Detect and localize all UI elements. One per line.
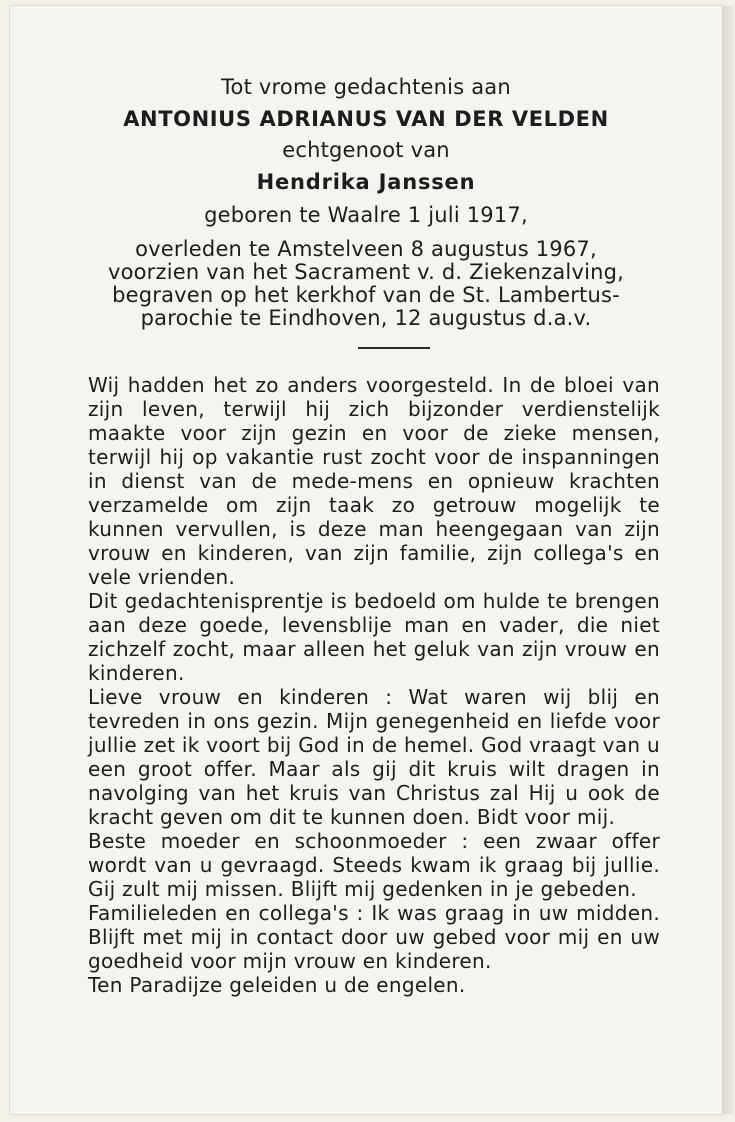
dedication-line: Tot vrome gedachtenis aan <box>221 75 511 99</box>
spouse-intro: echtgenoot van <box>282 138 450 162</box>
memorial-text <box>88 373 660 997</box>
burial-line: begraven op het kerkhof van de St. Lambertus- <box>112 282 620 307</box>
deceased-name: ANTONIUS ADRIANUS VAN DER VELDEN <box>123 106 609 131</box>
death-line: overleden te Amstelveen 8 augustus 1967, <box>135 236 597 261</box>
divider <box>358 347 430 349</box>
paragraph-mother: Beste moeder en schoonmoeder : een zwaar offer wordt van u gevraagd. Steeds kwam ik graag bij jullie. Gij zult mij missen. Blijft mij gedenken in je gebeden. <box>88 829 660 901</box>
parish-line: parochie te Eindhoven, 12 augustus d.a.v. <box>140 305 592 330</box>
spouse-name: Hendrika Janssen <box>256 169 476 194</box>
paragraph-tribute: Wij hadden het zo anders voorgesteld. In de bloei van zijn leven, terwijl hij zich bijzonder verdienstelijk maakte voor zijn gezin en voor de zieke mensen, terwijl hij op vakantie rust zocht voor de inspanningen in dienst van de mede-mens en opnieuw krachten verzamelde om zijn taak zo getrouw mogelijk te kunnen vervullen, is deze man heengegaan van zijn vrouw en kinderen, van zijn familie, zijn collega's en vele vrienden. <box>88 373 660 589</box>
memorial-card <box>10 6 722 1114</box>
birth-line: geboren te Waalre 1 juli 1917, <box>204 203 528 227</box>
paragraph-wife-children: Lieve vrouw en kinderen : Wat waren wij blij en tevreden in ons gezin. Mijn genegenheid en liefde voor jullie zet ik voort bij God in de hemel. God vraagt van u een groot offer. Maar als gij dit kruis wilt dragen in navolging van het kruis van Christus zal Hij u ook de kracht geven om dit te kunnen doen. Bidt voor mij. <box>88 685 660 829</box>
paragraph-family-colleagues: Familieleden en collega's : Ik was graag in uw midden. Blijft met mij in contact door uw gebed voor mij en uw goedheid voor mijn vrouw en kinderen. <box>88 901 660 973</box>
paragraph-purpose: Dit gedachtenisprentje is bedoeld om hulde te brengen aan deze goede, levensblije man en vader, die niet zichzelf zocht, maar alleen het geluk van zijn vrouw en kinderen. <box>88 589 660 685</box>
sacrament-line: voorzien van het Sacrament v. d. Ziekenzalving, <box>107 259 625 284</box>
paragraph-closing: Ten Paradijze geleiden u de engelen. <box>88 973 466 997</box>
card-header <box>10 72 722 330</box>
